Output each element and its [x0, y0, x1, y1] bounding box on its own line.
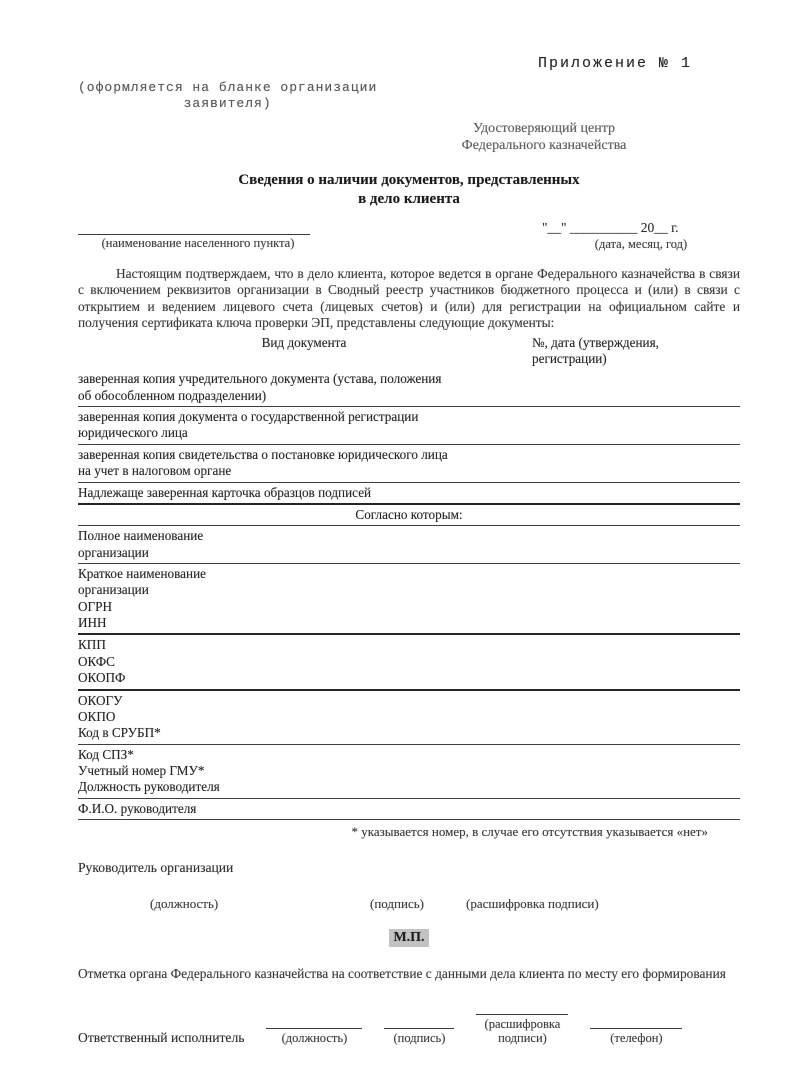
row-text: заверенная копия документа о государственной регистрации — [78, 409, 419, 425]
row-text: Ф.И.О. руководителя — [78, 800, 197, 816]
responsible-executor-row — [78, 1001, 740, 1046]
executor-name-caption-line2: подписи) — [498, 1031, 547, 1046]
blank-line — [384, 1015, 454, 1029]
table-row — [78, 526, 740, 564]
executor-name-caption-line1: (расшифровка — [484, 1017, 561, 1032]
place-field — [78, 220, 318, 252]
row-text: ОКОГУ — [78, 692, 123, 708]
blank-line — [266, 1015, 362, 1029]
table-row — [78, 799, 740, 820]
row-text: ИНН — [78, 615, 107, 631]
header-doc-type: Вид документа — [261, 334, 347, 350]
responsible-executor-label: Ответственный исполнитель — [78, 1029, 245, 1045]
intro-paragraph: Настоящим подтверждаем, что в дело клиента, которое ведется в органе Федерального казначейства в связи с включением реквизитов организации в Сводный реестр участников бюджетного процесса и (или) в связи с открытием и ведением лицевого счета (лицевых счетов) и (или) для регистрации на официальном сайте и получения сертификата ключа проверки ЭП, представлены следующие документы: — [78, 266, 740, 330]
table-row — [78, 407, 740, 445]
place-date-row — [78, 220, 740, 252]
place-caption: (наименование населенного пункта) — [101, 236, 295, 251]
blank-line — [590, 1015, 682, 1029]
table-row — [78, 745, 740, 799]
seal-row — [78, 928, 740, 947]
executor-phone-caption: (телефон) — [610, 1031, 663, 1046]
row-text: ОГРН — [78, 598, 113, 614]
table-footnote: * указывается номер, в случае его отсутствия указывается «нет» — [351, 824, 708, 840]
row-text: заверенная копия свидетельства о постановке юридического лица — [78, 446, 448, 462]
row-text: Учетный номер ГМУ* — [78, 762, 205, 778]
documents-table — [78, 333, 740, 820]
row-text: заверенная копия учредительного документа (устава, положения — [78, 371, 442, 387]
blank-line — [476, 1001, 568, 1015]
row-text: ОКПО — [78, 708, 116, 724]
executor-name-caption — [476, 1017, 568, 1046]
header-number-date-line1: №, дата (утверждения, — [532, 334, 659, 350]
seal-placeholder: М.П. — [389, 929, 428, 947]
table-row — [78, 445, 740, 483]
row-text: Полное наименование — [78, 528, 204, 544]
certifying-center-block — [414, 120, 674, 155]
executor-position-caption: (должность) — [281, 1031, 348, 1046]
row-text: Краткое наименование — [78, 565, 206, 581]
form-note — [78, 80, 377, 112]
row-text: Код СПЗ* — [78, 746, 134, 762]
place-blank-line — [78, 220, 310, 235]
signature-captions-row — [78, 896, 740, 914]
table-row — [78, 483, 740, 505]
form-note-line1: (оформляется на бланке организации — [78, 80, 378, 95]
appendix-number: Приложение № 1 — [537, 55, 692, 72]
position-caption: (должность) — [150, 896, 219, 912]
document-title — [78, 171, 740, 209]
header-number-date — [530, 333, 740, 370]
row-text: КПП — [78, 637, 106, 653]
date-blank-template: "__" __________ 20__ г. — [542, 220, 679, 236]
name-caption: (расшифровка подписи) — [466, 896, 599, 912]
row-text: на учет в налоговом органе — [78, 463, 232, 479]
row-text: ОКФС — [78, 653, 115, 669]
table-row — [78, 369, 740, 407]
date-caption: (дата, месяц, год) — [594, 237, 688, 252]
head-of-organization-label: Руководитель организации — [78, 860, 234, 876]
executor-signature-field — [384, 1015, 454, 1045]
table-header-row — [78, 333, 740, 370]
row-text: Надлежаще заверенная карточка образцов подписей — [78, 484, 372, 500]
row-text: организации — [78, 544, 149, 560]
row-text: Должность руководителя — [78, 779, 220, 795]
executor-signature-caption: (подпись) — [393, 1031, 446, 1046]
form-note-line2: заявителя) — [183, 95, 272, 111]
signature-caption: (подпись) — [370, 896, 424, 912]
table-row-according — [78, 505, 740, 526]
certifying-center-line1: Удостоверяющий центр — [473, 120, 615, 136]
executor-name-field — [476, 1001, 568, 1046]
treasury-mark-note: Отметка органа Федерального казначейства на соответствие с данными дела клиента по месту его формирования — [78, 966, 726, 982]
row-text: юридического лица — [78, 425, 188, 441]
row-text: организации — [78, 582, 149, 598]
table-row — [78, 564, 740, 635]
date-field — [542, 220, 737, 252]
document-title-line1: Сведения о наличии документов, представленных — [238, 171, 580, 188]
document-title-line2: в дело клиента — [358, 190, 460, 207]
certifying-center-line2: Федерального казначейства — [461, 138, 627, 154]
executor-position-field — [266, 1015, 362, 1045]
row-text: Код в СРУБП* — [78, 725, 161, 741]
table-row — [78, 635, 740, 690]
row-text: ОКОПФ — [78, 670, 126, 686]
executor-phone-field — [590, 1015, 682, 1045]
table-row — [78, 691, 740, 745]
row-text: Согласно которым: — [355, 506, 463, 522]
row-text: об обособленном подразделении) — [78, 387, 267, 403]
header-number-date-line2: регистрации) — [532, 351, 607, 367]
